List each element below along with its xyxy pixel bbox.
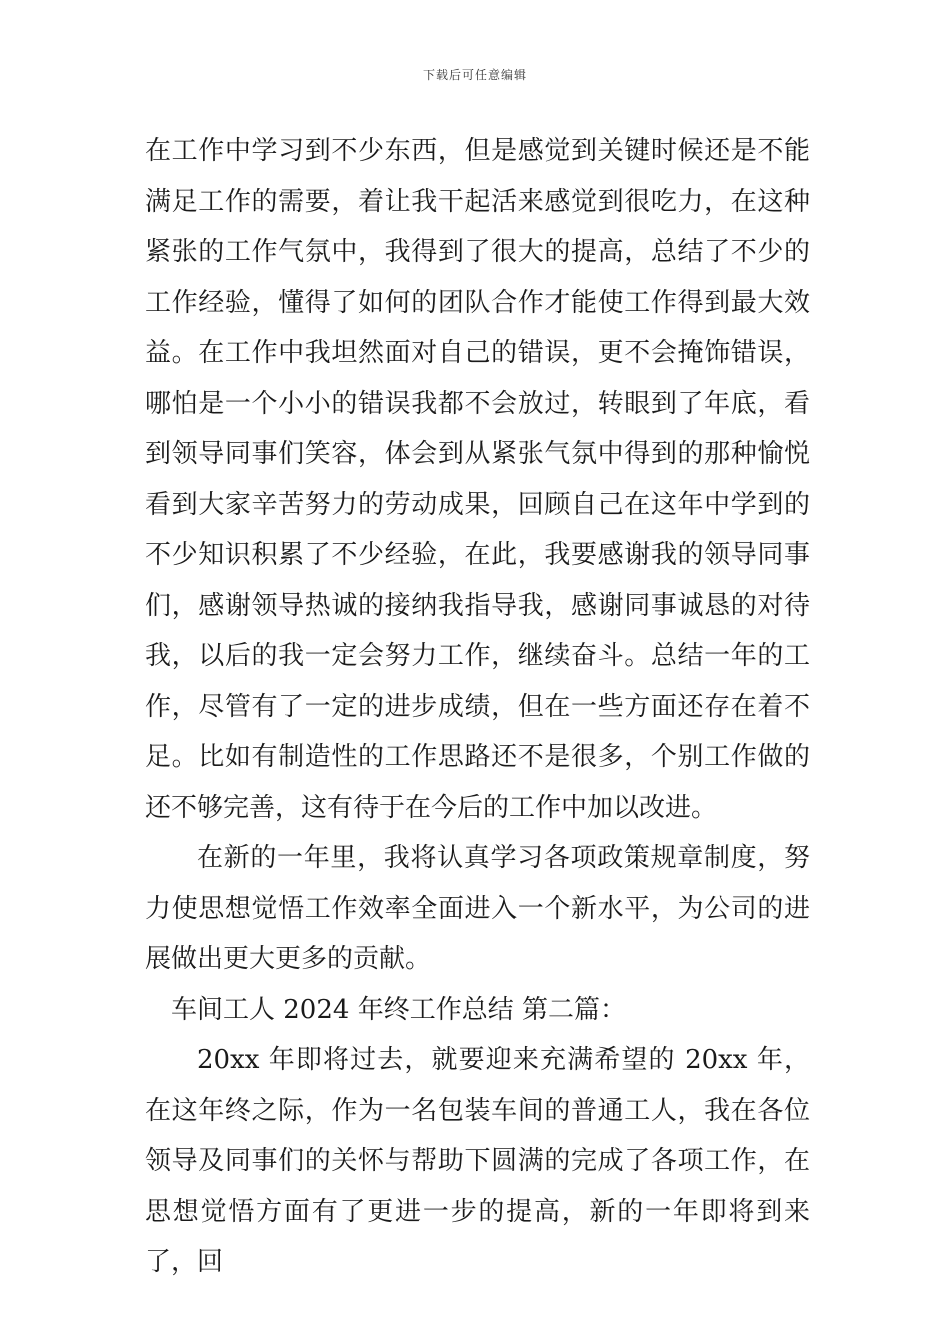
paragraph: 在新的一年里，我将认真学习各项政策规章制度，努力使思想觉悟工作效率全面进入一个新水平，为公司的进展做出更大更多的贡献。 [145, 843, 810, 974]
page-header: 下载后可任意编辑 [422, 68, 527, 82]
section-heading: 车间工人 2024 年终工作总结 第二篇： [171, 994, 626, 1025]
document-body [145, 126, 810, 1288]
paragraph: 在工作中学习到不少东西，但是感觉到关键时候还是不能满足工作的需要，着让我干起活来感觉到很吃力，在这种紧张的工作气氛中，我得到了很大的提高，总结了不少的工作经验，懂得了如何的团队合作才能使工作得到最大效益。在工作中我坦然面对自己的错误，更不会掩饰错误，哪怕是一个小小的错误我都不会放过，转眼到了年底，看到领导同事们笑容，体会到从紧张气氛中得到的那种愉悦看到大家辛苦努力的劳动成果，回顾自己在这年中学到的不少知识积累了不少经验，在此，我要感谢我的领导同事们，感谢领导热诚的接纳我指导我，感谢同事诚恳的对待我，以后的我一定会努力工作，继续奋斗。总结一年的工作，尽管有了一定的进步成绩，但在一些方面还存在着不足。比如有制造性的工作思路还不是很多，个别工作做的还不够完善，这有待于在今后的工作中加以改进。 [145, 136, 810, 823]
paragraph: 20xx 年即将过去，就要迎来充满希望的 20xx 年，在这年终之际，作为一名包装车间的普通工人，我在各位领导及同事们的关怀与帮助下圆满的完成了各项工作，在思想觉悟方面有了更进一步的提高，新的一年即将到来了，回 [145, 1045, 810, 1277]
